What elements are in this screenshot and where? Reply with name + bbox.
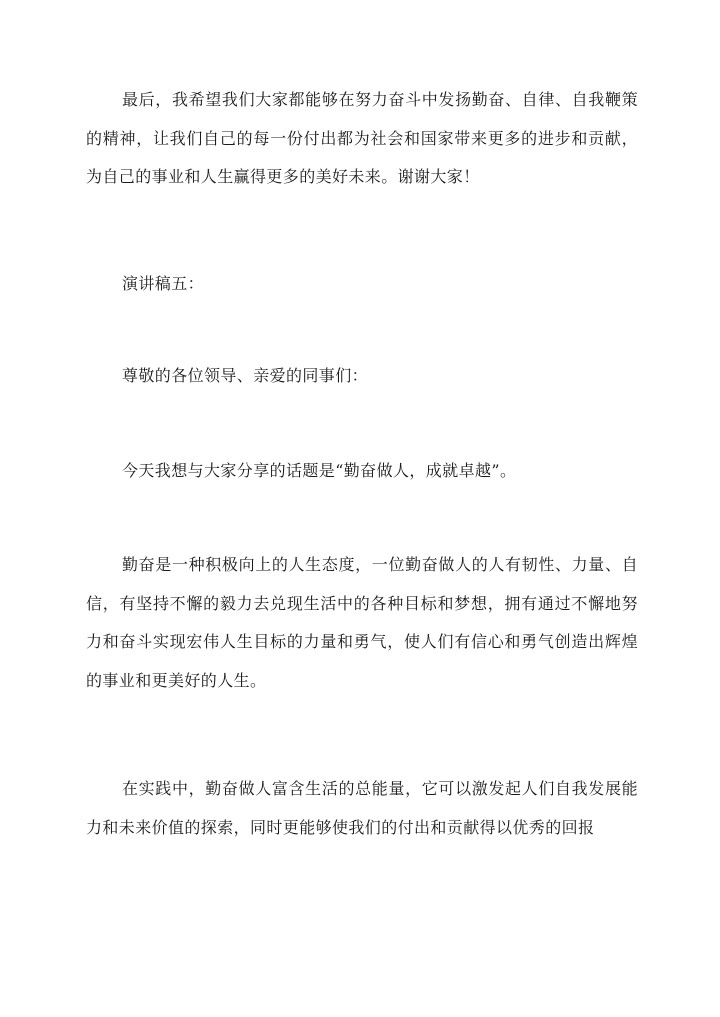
salutation: 尊敬的各位领导、亲爱的同事们： bbox=[122, 366, 369, 385]
topic-paragraph: 今天我想与大家分享的话题是“勤奋做人，成就卓越”。 bbox=[122, 461, 517, 480]
body-paragraph: 勤奋是一种积极向上的人生态度，一位勤奋做人的人有韧性、力量、自信，有坚持不懈的毅力去兑现生活中的各种目标和梦想，拥有通过不懈地努力和奋斗实现宏伟人生目标的力量和勇气，使人们有信心和勇气创造出辉煌的事业和更美好的人生。 bbox=[86, 555, 638, 690]
speech-heading: 演讲稿五： bbox=[122, 274, 205, 293]
body-paragraph: 在实践中，勤奋做人富含生活的总能量，它可以激发起人们自我发展能力和未来价值的探索，同时更能够使我们的付出和贡献得以优秀的回报 bbox=[86, 779, 638, 837]
closing-paragraph: 最后，我希望我们大家都能够在努力奋斗中发扬勤奋、自律、自我鞭策的精神，让我们自己的每一份付出都为社会和国家带来更多的进步和贡献，为自己的事业和人生赢得更多的美好未来。谢谢大家！ bbox=[86, 90, 638, 186]
